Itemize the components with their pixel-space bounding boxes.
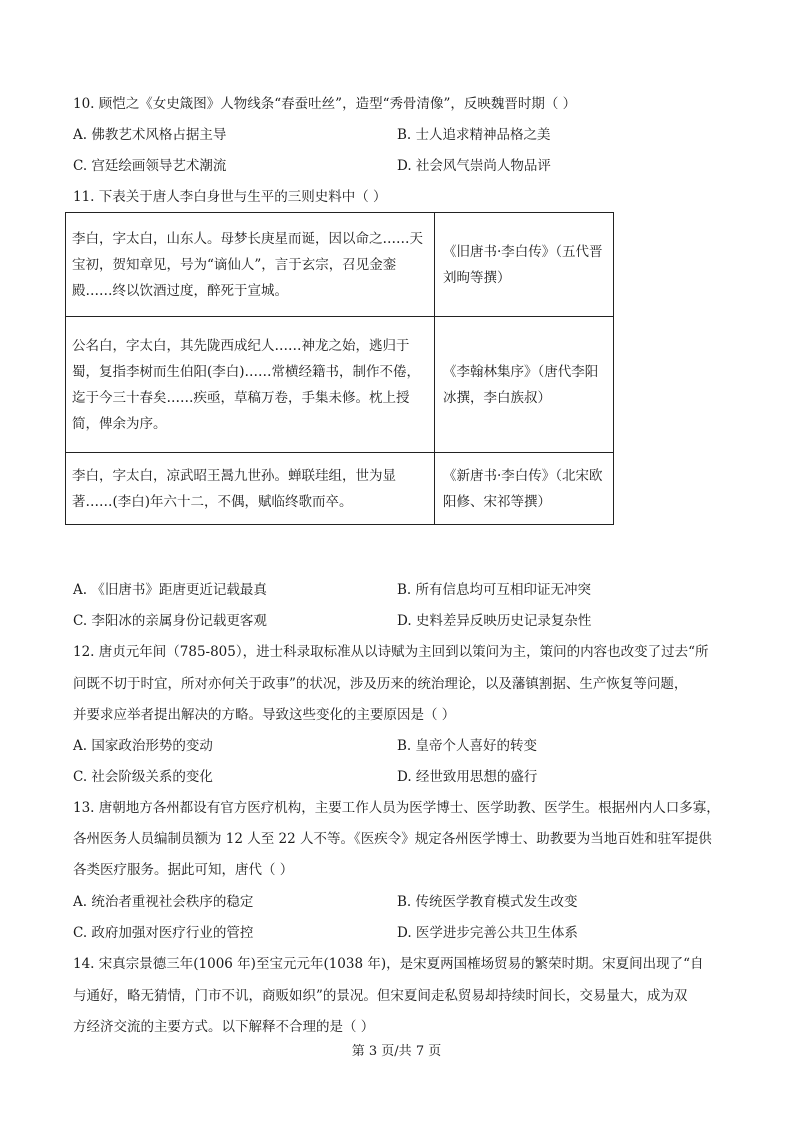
q12-stem-line-1: 12. 唐贞元年间（785-805），进士科录取标准从以诗赋为主回到以策问为主，策问的内容也改变了过去“所 bbox=[73, 644, 709, 660]
q10-option-b: B. 士人追求精神品格之美 bbox=[397, 127, 551, 143]
q12-option-d: D. 经世致用思想的盛行 bbox=[397, 769, 538, 785]
q13-option-d: D. 医学进步完善公共卫生体系 bbox=[397, 925, 578, 941]
table-row bbox=[66, 317, 614, 453]
source-citation: 《新唐书·李白传》（北宋欧阳修、宋祁等撰） bbox=[435, 453, 614, 525]
q12-option-b: B. 皇帝个人喜好的转变 bbox=[397, 738, 538, 754]
q13-stem-line-2: 各州医务人员编制员额为 12 人至 22 人不等。《医疾令》规定各州医学博士、助教要为当地百姓和驻军提供 bbox=[73, 831, 712, 847]
q14-stem-line-3: 方经济交流的主要方式。以下解释不合理的是（ ） bbox=[73, 1019, 375, 1035]
q11-source-table bbox=[65, 212, 614, 525]
source-citation: 《旧唐书·李白传》（五代晋刘昫等撰） bbox=[435, 213, 614, 317]
q14-stem-line-2: 与通好，略无猜情，门市不讥，商贩如织”的景况。但宋夏间走私贸易却持续时间长，交易量大，成为双 bbox=[73, 988, 688, 1004]
source-citation: 《李翰林集序》（唐代李阳冰撰，李白族叔） bbox=[435, 317, 614, 453]
q14-stem-line-1: 14. 宋真宗景德三年(1006 年)至宝元元年(1038 年)，是宋夏两国榷场贸易的繁荣时期。宋夏间出现了“自 bbox=[73, 956, 704, 972]
source-text: 李白，字太白，凉武昭王暠九世孙。蝉联珪组，世为显著……(李白)年六十二，不偶，赋临终歌而卒。 bbox=[66, 453, 435, 525]
q12-option-a: A. 国家政治形势的变动 bbox=[73, 738, 213, 754]
q10-option-c: C. 宫廷绘画领导艺术潮流 bbox=[73, 158, 227, 174]
page-number: 第 3 页/共 7 页 bbox=[351, 1044, 442, 1059]
q11-option-a: A. 《旧唐书》距唐更近记载最真 bbox=[73, 582, 267, 598]
source-text: 李白，字太白，山东人。母梦长庚星而诞，因以命之……天宝初，贺知章见，号为“谪仙人”，言于玄宗，召见金銮殿……终以饮酒过度，醉死于宣城。 bbox=[66, 213, 435, 317]
q13-option-c: C. 政府加强对医疗行业的管控 bbox=[73, 925, 254, 941]
q11-stem: 11. 下表关于唐人李白身世与生平的三则史料中（ ） bbox=[73, 189, 387, 205]
source-text: 公名白，字太白，其先陇西成纪人……神龙之始，逃归于蜀，复指李树而生伯阳(李白)……常横经籍书，制作不倦，迄于今三十春矣……疾亟，草稿万卷，手集未修。枕上授简，俾余为序。 bbox=[66, 317, 435, 453]
q11-option-c: C. 李阳冰的亲属身份记载更客观 bbox=[73, 613, 267, 629]
q13-option-a: A. 统治者重视社会秩序的稳定 bbox=[73, 894, 254, 910]
q11-option-d: D. 史料差异反映历史记录复杂性 bbox=[397, 613, 592, 629]
q10-option-d: D. 社会风气崇尚人物品评 bbox=[397, 158, 551, 174]
table-row bbox=[66, 453, 614, 525]
q10-option-a: A. 佛教艺术风格占据主导 bbox=[73, 127, 227, 143]
table-row bbox=[66, 213, 614, 317]
q13-stem-line-3: 各类医疗服务。据此可知，唐代（ ） bbox=[73, 862, 294, 878]
q11-option-b: B. 所有信息均可互相印证无冲突 bbox=[397, 582, 592, 598]
q12-option-c: C. 社会阶级关系的变化 bbox=[73, 769, 213, 785]
q12-stem-line-3: 并要求应举者提出解决的方略。导致这些变化的主要原因是（ ） bbox=[73, 707, 456, 723]
q13-option-b: B. 传统医学教育模式发生改变 bbox=[397, 894, 578, 910]
q13-stem-line-1: 13. 唐朝地方各州都设有官方医疗机构，主要工作人员为医学博士、医学助教、医学生。根据州内人口多寡， bbox=[73, 800, 720, 816]
q10-stem: 10. 顾恺之《女史箴图》人物线条“春蚕吐丝”，造型“秀骨清像”，反映魏晋时期（ ） bbox=[73, 96, 577, 112]
q12-stem-line-2: 问既不切于时宜，所对亦何关于政事”的状况，涉及历来的统治理论，以及藩镇割据、生产恢复等问题， bbox=[73, 676, 688, 692]
